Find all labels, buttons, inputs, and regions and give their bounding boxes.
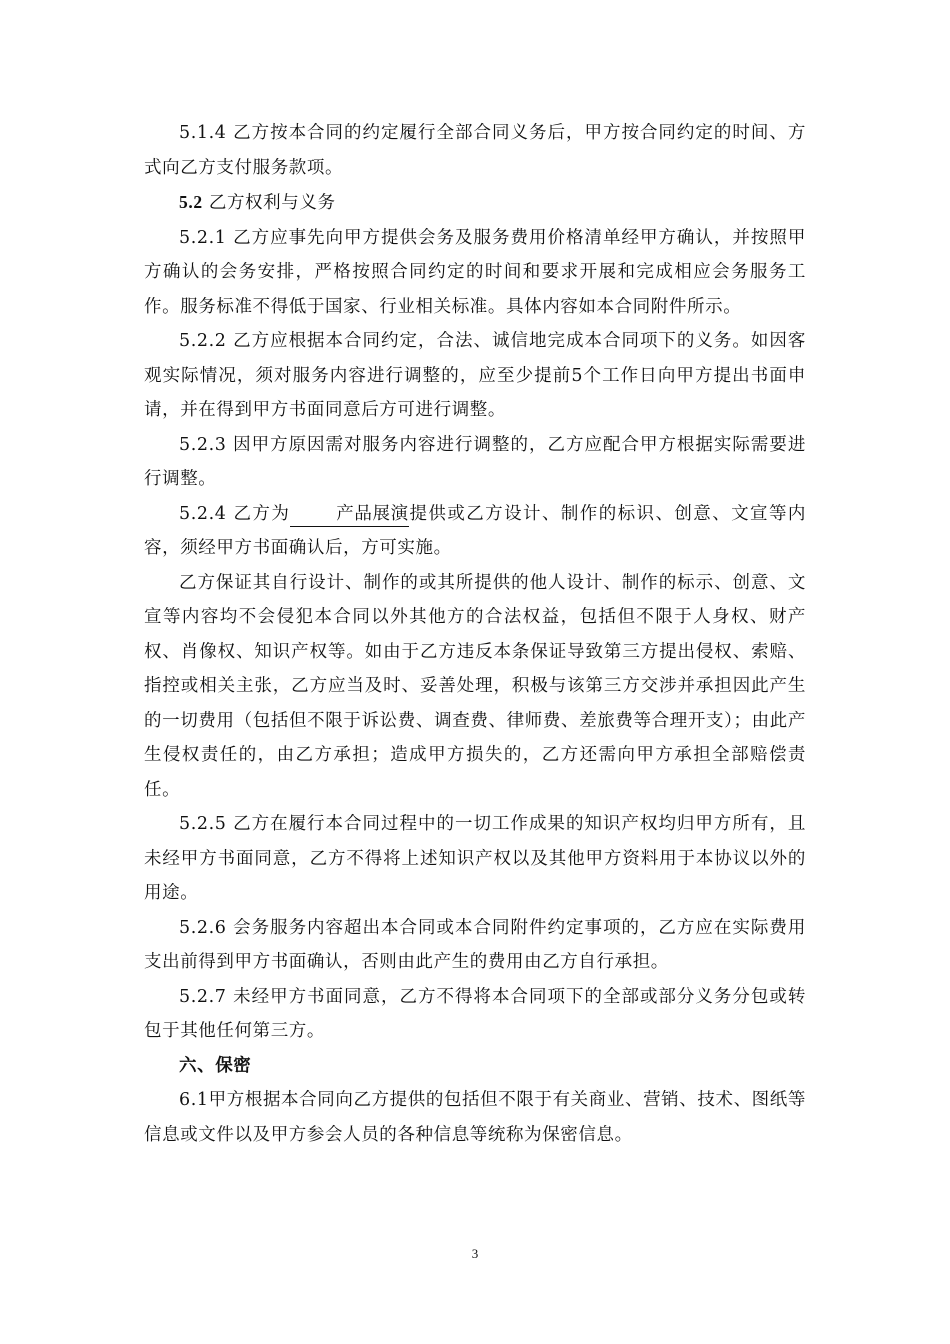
fill-in-blank: 产品展演 (290, 502, 408, 527)
page-number: 3 (471, 1246, 479, 1261)
section-heading-5-2 (144, 185, 806, 221)
document-body (144, 116, 806, 1152)
section-title: 乙方权利与义务 (202, 193, 336, 213)
clause-5-2-4-prefix: 5.2.4 乙方为 (179, 503, 291, 524)
clause-6-1: 6.1甲方根据本合同向乙方提供的包括但不限于有关商业、营销、技术、图纸等信息或文件以及甲方参会人员的各种信息等统称为保密信息。 (144, 1090, 806, 1145)
clause-5-2-7: 5.2.7 未经甲方书面同意，乙方不得将本合同项下的全部或部分义务分包或转包于其他任何第三方。 (144, 986, 806, 1041)
clause-5-2-3: 5.2.3 因甲方原因需对服务内容进行调整的，乙方应配合甲方根据实际需要进行调整。 (144, 434, 806, 489)
clause-5-2-4-suffix: 提供或乙方设计、制作的标识、创意、文宣等内容，须经甲方书面确认后，方可实施。 (144, 503, 806, 558)
clause-5-2-2: 5.2.2 乙方应根据本合同约定，合法、诚信地完成本合同项下的义务。如因客观实际情况，须对服务内容进行调整的，应至少提前5个工作日向甲方提出书面申请，并在得到甲方书面同意后方可进行调整。 (144, 331, 806, 420)
clause-5-1-4: 5.1.4 乙方按本合同的约定履行全部合同义务后，甲方按合同约定的时间、方式向乙方支付服务款项。 (144, 123, 806, 178)
clause-5-2-5: 5.2.5 乙方在履行本合同过程中的一切工作成果的知识产权均归甲方所有，且未经甲方书面同意，乙方不得将上述知识产权以及其他甲方资料用于本协议以外的用途。 (144, 814, 806, 903)
section-number: 5.2 (179, 192, 203, 212)
clause-5-2-6: 5.2.6 会务服务内容超出本合同或本合同附件约定事项的，乙方应在实际费用支出前得到甲方书面确认，否则由此产生的费用由乙方自行承担。 (144, 917, 806, 972)
clause-5-2-1: 5.2.1 乙方应事先向甲方提供会务及服务费用价格清单经甲方确认，并按照甲方确认的会务安排，严格按照合同约定的时间和要求开展和完成相应会务服务工作。服务标准不得低于国家、行业相关标准。具体内容如本合同附件所示。 (144, 227, 806, 317)
section-heading-confidentiality: 六、保密 (179, 1055, 252, 1076)
clause-5-2-4-guarantee: 乙方保证其自行设计、制作的或其所提供的他人设计、制作的标示、创意、文宣等内容均不会侵犯本合同以外其他方的合法权益，包括但不限于人身权、财产权、肖像权、知识产权等。如由于乙方违反本条保证导致第三方提出侵权、索赔、指控或相关主张，乙方应当及时、妥善处理，积极与该第三方交涉并承担因此产生的一切费用（包括但不限于诉讼费、调查费、律师费、差旅费等合理开支）；由此产生侵权责任的，由乙方承担；造成甲方损失的，乙方还需向甲方承担全部赔偿责任。 (144, 572, 806, 800)
clause-5-2-4 (144, 497, 806, 566)
